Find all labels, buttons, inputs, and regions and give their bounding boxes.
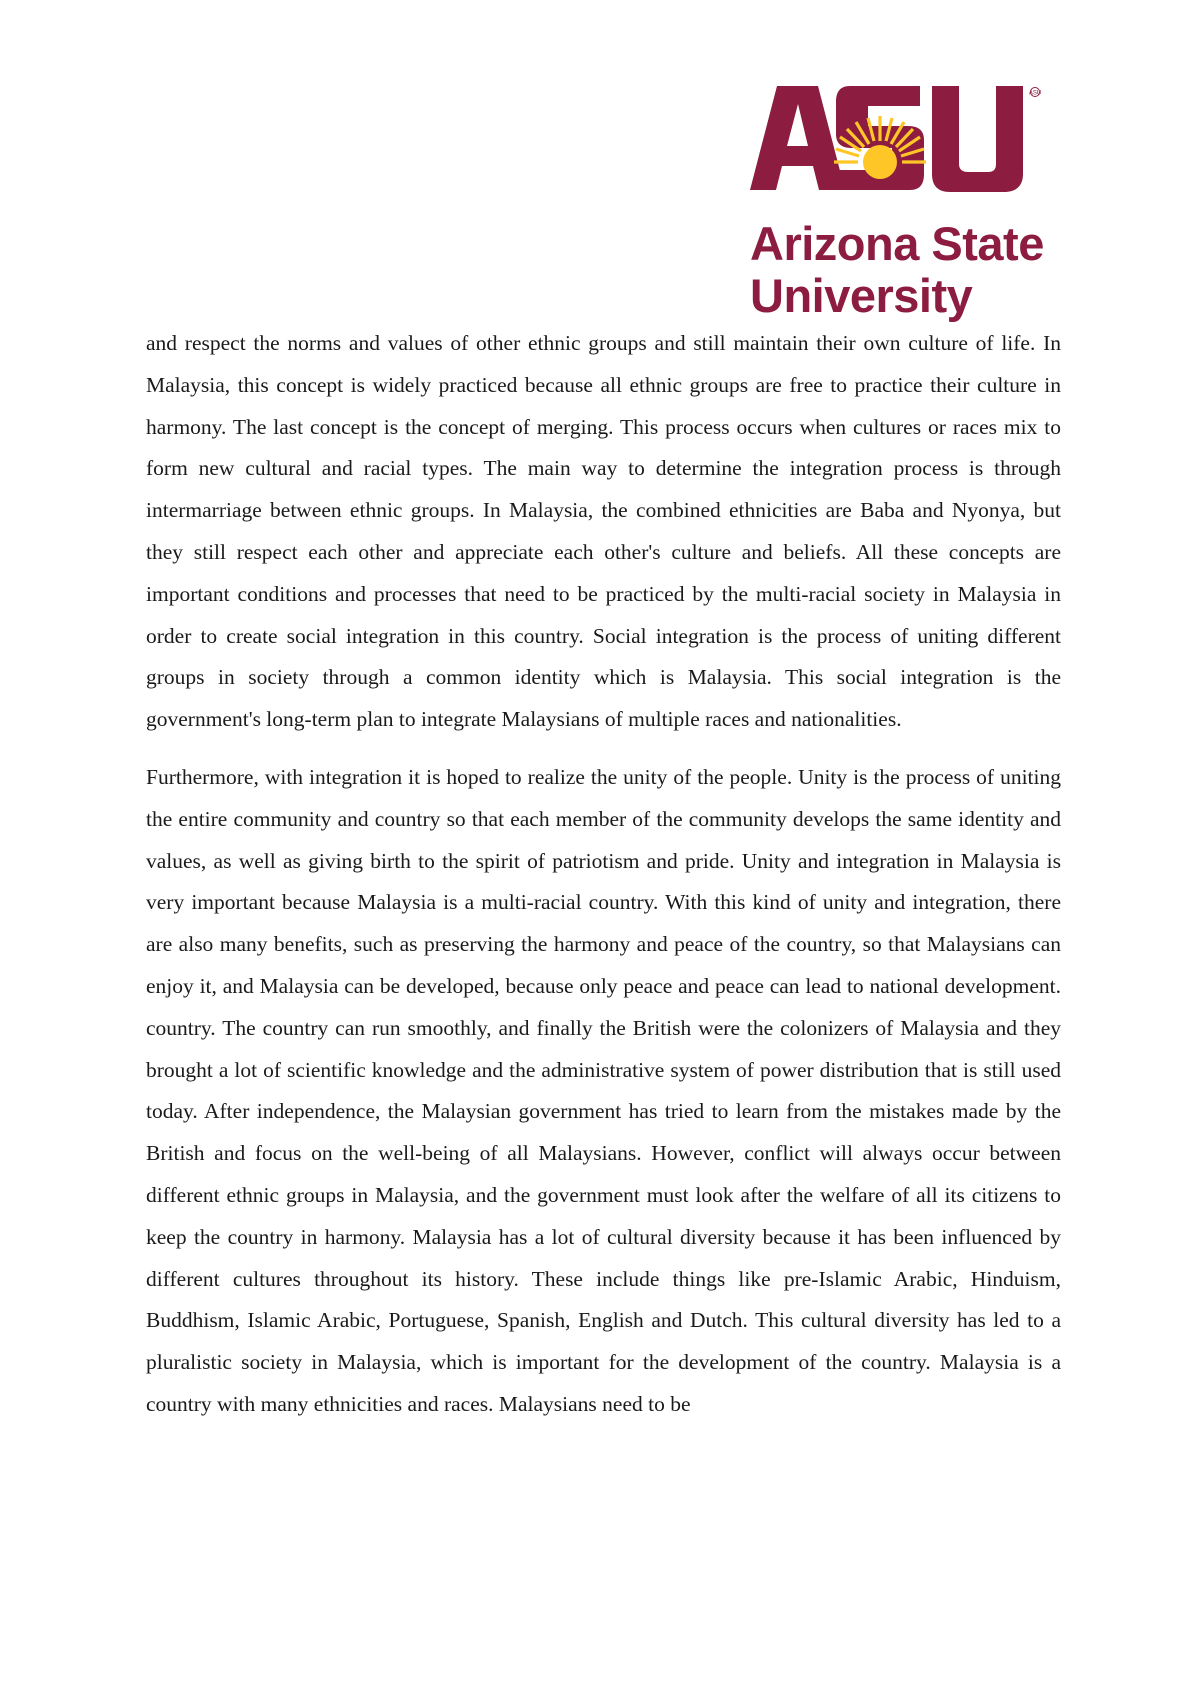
asu-logo-mark — [750, 82, 1070, 212]
svg-text:ASU: ASU — [1028, 90, 1042, 97]
logo-line-1: Arizona State — [750, 217, 1044, 270]
paragraph-1: and respect the norms and values of other ethnic groups and still maintain their own culture of life. In Malaysia, this concept is widely practiced because all ethnic groups are free to practice their culture in harmony. The last concept is the concept of merging. This process occurs when cultures or races mix to form new cultural and racial types. The main way to determine the integration process is through intermarriage between ethnic groups. In Malaysia, the combined ethnicities are Baba and Nyonya, but they still respect each other and appreciate each other's culture and beliefs. All these concepts are important conditions and processes that need to be practiced by the multi-racial society in Malaysia in order to create social integration in this country. Social integration is the process of uniting different groups in society through a common identity which is Malaysia. This social integration is the government's long-term plan to integrate Malaysians of multiple races and nationalities. — [146, 331, 1061, 732]
document-body — [146, 323, 1061, 1426]
paragraph-2: Furthermore, with integration it is hoped to realize the unity of the people. Unity is the process of uniting the entire community and country so that each member of the community develops the same identity and values, as well as giving birth to the spirit of patriotism and pride. Unity and integration in Malaysia is very important because Malaysia is a multi-racial country. With this kind of unity and integration, there are also many benefits, such as preserving the harmony and peace of the country, so that Malaysians can enjoy it, and Malaysia can be developed, because only peace and peace can lead to national development. country. The country can run smoothly, and finally the British were the colonizers of Malaysia and they brought a lot of scientific knowledge and the administrative system of power distribution that is still used today. After independence, the Malaysian government has tried to learn from the mistakes made by the British and focus on the well-being of all Malaysians. However, conflict will always occur between different ethnic groups in Malaysia, and the government must look after the welfare of all its citizens to keep the country in harmony. Malaysia has a lot of cultural diversity because it has been influenced by different cultures throughout its history. These include things like pre-Islamic Arabic, Hinduism, Buddhism, Islamic Arabic, Portuguese, Spanish, English and Dutch. This cultural diversity has led to a pluralistic society in Malaysia, which is important for the development of the country. Malaysia is a country with many ethnicities and races. Malaysians need to be — [146, 764, 1061, 1416]
logo-line-2: University — [750, 269, 973, 322]
asu-logo — [750, 82, 1070, 322]
